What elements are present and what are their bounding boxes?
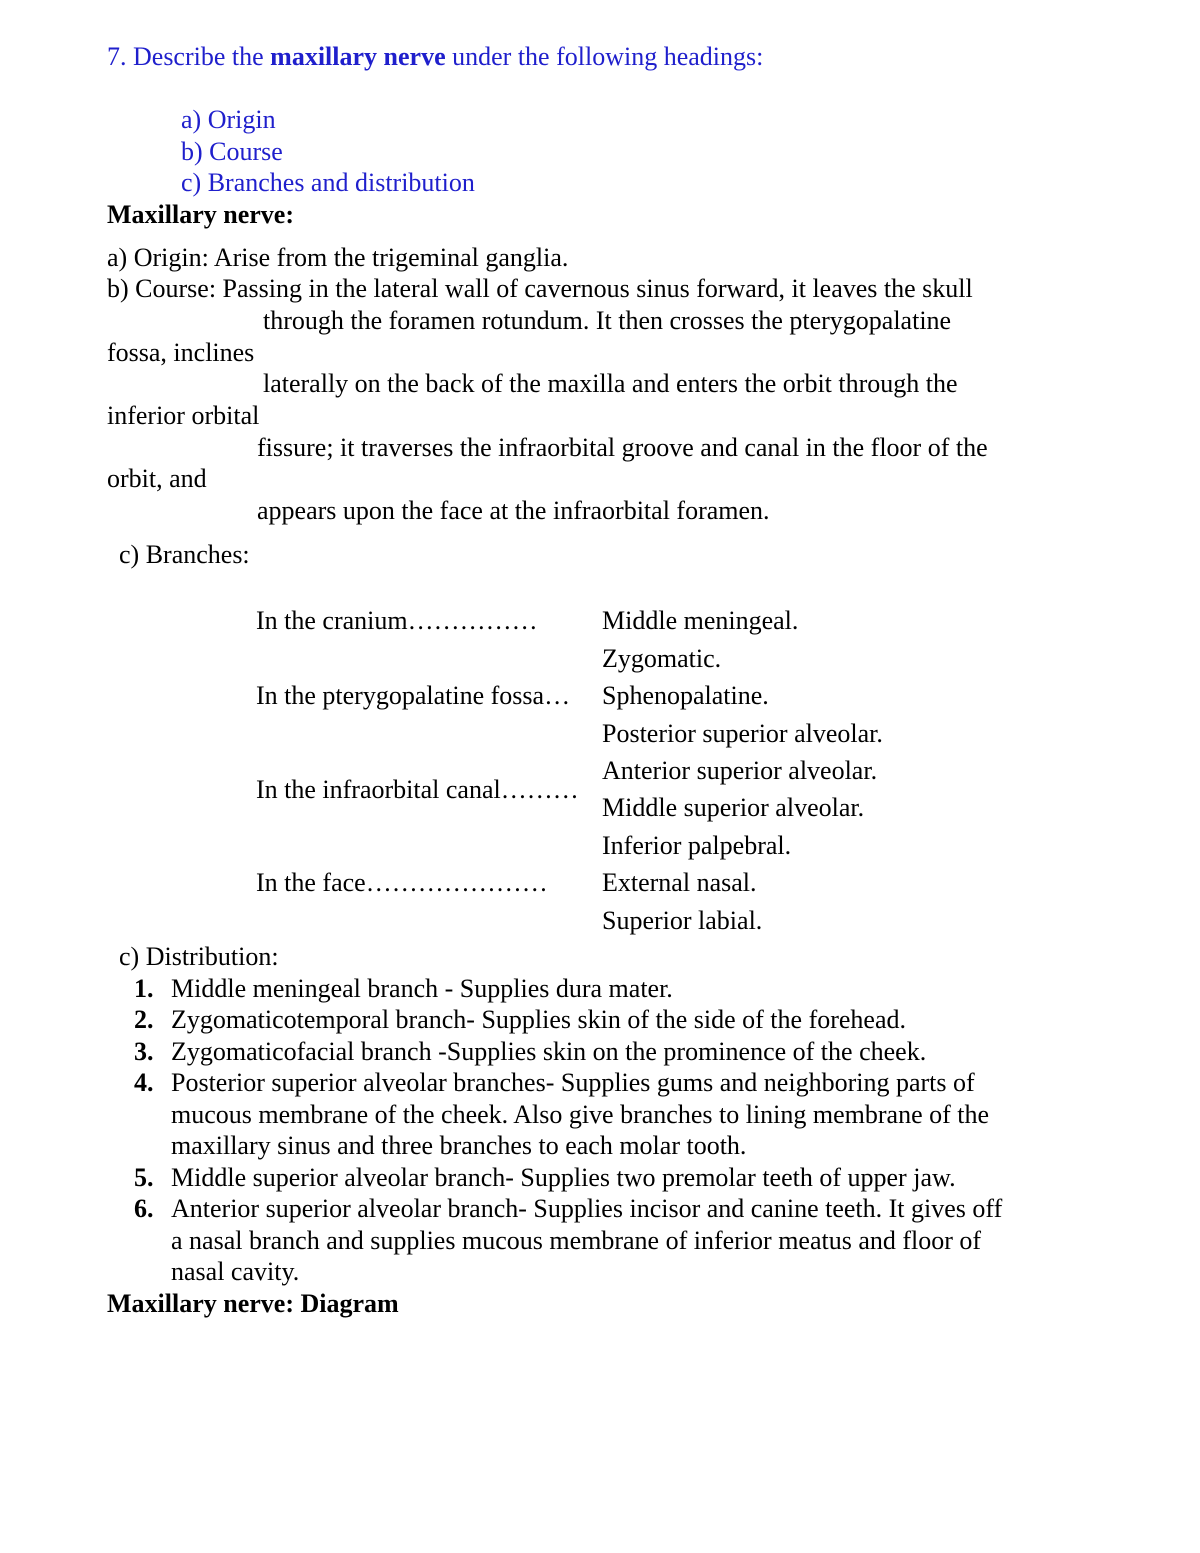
list-item-number: 6.: [134, 1194, 154, 1223]
list-item-text: maxillary sinus and three branches to each molar tooth.: [171, 1131, 747, 1160]
question-line: [107, 42, 763, 72]
heading-branches: c) Branches and distribution: [181, 168, 475, 197]
branch-region-cranium: In the cranium……………: [256, 606, 538, 635]
list-item-text: Middle meningeal branch - Supplies dura mater.: [171, 974, 673, 1003]
question-bold-term: maxillary nerve: [270, 42, 446, 71]
course-line: appears upon the face at the infraorbital foramen.: [257, 496, 770, 525]
branch-name: Superior labial.: [602, 906, 763, 935]
branches-heading: c) Branches:: [119, 540, 250, 569]
list-item-text: mucous membrane of the cheek. Also give branches to lining membrane of the: [171, 1100, 990, 1129]
branch-region-infraorbital: In the infraorbital canal………: [256, 775, 579, 804]
question-suffix: under the following headings:: [445, 42, 764, 71]
branch-name: Middle superior alveolar.: [602, 793, 865, 822]
list-item-text: Anterior superior alveolar branch- Supplies incisor and canine teeth. It gives off: [171, 1194, 1003, 1223]
course-line: fossa, inclines: [107, 338, 255, 367]
course-line: through the foramen rotundum. It then crosses the pterygopalatine: [263, 306, 952, 335]
branch-name: Zygomatic.: [602, 644, 722, 673]
list-item-number: 2.: [134, 1005, 154, 1034]
branch-name: Posterior superior alveolar.: [602, 719, 883, 748]
branch-region-face: In the face…………………: [256, 868, 548, 897]
origin-text: a) Origin: Arise from the trigeminal ganglia.: [107, 243, 569, 272]
course-line: b) Course: Passing in the lateral wall of cavernous sinus forward, it leaves the skull: [107, 274, 973, 303]
branch-name: Anterior superior alveolar.: [602, 756, 878, 785]
branch-name: Inferior palpebral.: [602, 831, 792, 860]
branch-name: External nasal.: [602, 868, 757, 897]
heading-origin: a) Origin: [181, 105, 276, 134]
course-line: orbit, and: [107, 464, 207, 493]
course-line: inferior orbital: [107, 401, 260, 430]
list-item-text: Zygomaticofacial branch -Supplies skin on the prominence of the cheek.: [171, 1037, 927, 1066]
question-prefix: 7. Describe the: [107, 42, 271, 71]
list-item-text: Zygomaticotemporal branch- Supplies skin of the side of the forehead.: [171, 1005, 907, 1034]
course-line: fissure; it traverses the infraorbital groove and canal in the floor of the: [257, 433, 988, 462]
list-item-number: 4.: [134, 1068, 154, 1097]
heading-course: b) Course: [181, 137, 283, 166]
list-item-number: 5.: [134, 1163, 154, 1192]
diagram-title: Maxillary nerve: Diagram: [107, 1289, 399, 1318]
course-line: laterally on the back of the maxilla and enters the orbit through the: [263, 369, 958, 398]
distribution-heading: c) Distribution:: [119, 942, 279, 971]
list-item-number: 3.: [134, 1037, 154, 1066]
list-item-text: Middle superior alveolar branch- Supplies two premolar teeth of upper jaw.: [171, 1163, 956, 1192]
list-item-text: nasal cavity.: [171, 1257, 300, 1286]
branch-region-pterygopalatine: In the pterygopalatine fossa…: [256, 681, 571, 710]
answer-title: Maxillary nerve:: [107, 200, 294, 229]
list-item-text: Posterior superior alveolar branches- Supplies gums and neighboring parts of: [171, 1068, 975, 1097]
list-item-text: a nasal branch and supplies mucous membrane of inferior meatus and floor of: [171, 1226, 982, 1255]
branch-name: Middle meningeal.: [602, 606, 799, 635]
branch-name: Sphenopalatine.: [602, 681, 769, 710]
list-item-number: 1.: [134, 974, 154, 1003]
